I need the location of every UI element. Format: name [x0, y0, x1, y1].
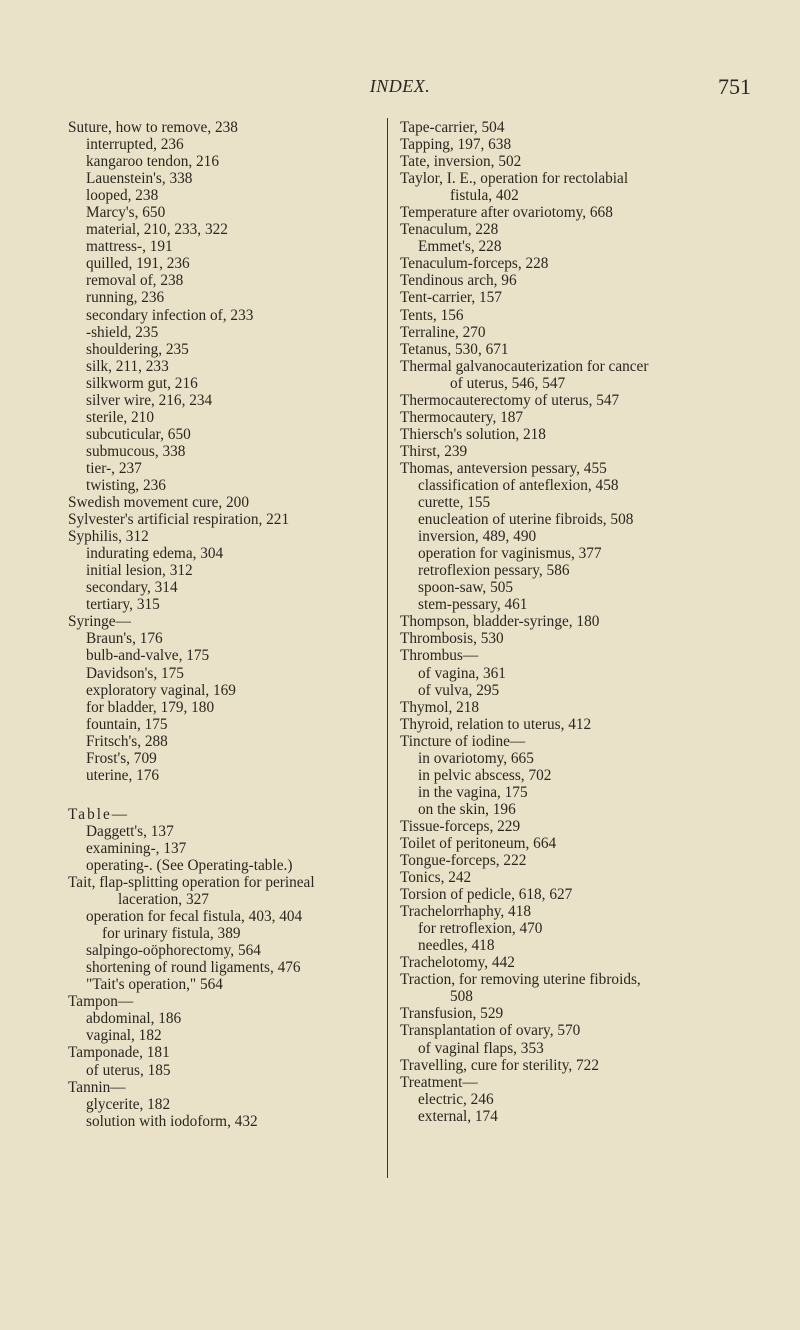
index-subentry: Emmet's, 228	[418, 238, 502, 256]
index-entry: Thrombosis, 530	[400, 630, 504, 648]
index-entry: Temperature after ovariotomy, 668	[400, 204, 613, 222]
page-title: INDEX.	[369, 76, 431, 96]
index-entry: Toilet of peritoneum, 664	[400, 834, 557, 852]
index-subentry: for bladder, 179, 180	[86, 698, 215, 716]
index-subentry: material, 210, 233, 322	[86, 221, 228, 239]
index-entry: Tampon—	[68, 993, 134, 1011]
index-entry: Terraline, 270	[400, 323, 486, 341]
index-subentry: shortening of round ligaments, 476	[86, 959, 301, 977]
index-entry: Transplantation of ovary, 570	[400, 1022, 581, 1040]
index-entry: Thirst, 239	[400, 442, 468, 460]
index-subentry: examining-, 137	[86, 839, 187, 857]
index-entry: Tenaculum, 228	[400, 221, 499, 239]
index-subentry: silver wire, 216, 234	[86, 391, 213, 409]
index-subentry: for urinary fistula, 389	[102, 925, 241, 943]
index-subentry: electric, 246	[418, 1090, 494, 1108]
index-entry: Thermal galvanocauterization for cancer	[400, 357, 649, 375]
index-subentry: interrupted, 236	[86, 136, 184, 154]
index-entry: Treatment—	[400, 1073, 478, 1091]
index-subentry: in pelvic abscess, 702	[418, 766, 552, 784]
index-column-right	[400, 119, 760, 1125]
index-subentry: uterine, 176	[86, 766, 160, 784]
index-subentry: silk, 211, 233	[86, 357, 169, 375]
index-entry: Suture, how to remove, 238	[68, 119, 238, 136]
index-subentry: subcuticular, 650	[86, 425, 191, 443]
index-subentry: operation for vaginismus, 377	[418, 545, 602, 563]
index-subentry: indurating edema, 304	[86, 545, 224, 563]
index-subentry: running, 236	[86, 289, 165, 307]
index-subentry: submucous, 338	[86, 442, 186, 460]
index-entry: Tincture of iodine—	[400, 732, 526, 750]
index-entry: Thrombus—	[400, 647, 479, 665]
index-entry: Trachelorrhaphy, 418	[400, 903, 531, 921]
index-entry: Tent-carrier, 157	[400, 289, 502, 307]
index-subentry: of uterus, 546, 547	[450, 374, 566, 392]
index-subentry: initial lesion, 312	[86, 562, 193, 580]
index-subentry: external, 174	[418, 1107, 498, 1125]
index-subentry: abdominal, 186	[86, 1010, 182, 1028]
index-entry: Tents, 156	[400, 306, 464, 324]
index-entry: Transfusion, 529	[400, 1005, 504, 1023]
index-subentry: on the skin, 196	[418, 800, 516, 818]
index-entry: Tait, flap-splitting operation for perineal	[68, 874, 315, 892]
index-subentry: looped, 238	[86, 187, 159, 205]
index-entry: Tate, inversion, 502	[400, 153, 522, 171]
index-subentry: enucleation of uterine fibroids, 508	[418, 511, 634, 529]
index-entry: Torsion of pedicle, 618, 627	[400, 886, 573, 904]
index-gap	[68, 784, 368, 806]
index-subentry: solution with iodoform, 432	[86, 1112, 258, 1130]
index-subentry: fistula, 402	[450, 187, 519, 205]
index-subentry: twisting, 236	[86, 476, 166, 494]
index-entry: Syringe—	[68, 613, 131, 631]
index-subentry: needles, 418	[418, 937, 495, 955]
index-subentry: Lauenstein's, 338	[86, 170, 193, 188]
index-entry: Thymol, 218	[400, 698, 480, 716]
index-entry: Thiersch's solution, 218	[400, 425, 546, 443]
index-column-left	[68, 119, 368, 1130]
index-entry: Tendinous arch, 96	[400, 272, 517, 290]
index-subentry: Davidson's, 175	[86, 664, 184, 682]
index-entry: Traction, for removing uterine fibroids,	[400, 971, 641, 989]
index-subentry: secondary, 314	[86, 579, 178, 597]
index-subentry: of vagina, 361	[418, 664, 506, 682]
index-entry: Table—	[68, 805, 130, 823]
index-entry: Travelling, cure for sterility, 722	[400, 1056, 599, 1074]
index-subentry: sterile, 210	[86, 408, 154, 426]
index-subentry: vaginal, 182	[86, 1027, 162, 1045]
index-entry: Sylvester's artificial respiration, 221	[68, 511, 290, 529]
index-subentry: exploratory vaginal, 169	[86, 681, 236, 699]
index-entry: Tissue-forceps, 229	[400, 817, 521, 835]
index-subentry: -shield, 235	[86, 323, 159, 341]
index-entry: Tamponade, 181	[68, 1044, 170, 1062]
index-subentry: 508	[450, 988, 473, 1006]
index-subentry: Fritsch's, 288	[86, 732, 168, 750]
index-subentry: tertiary, 315	[86, 596, 160, 614]
index-entry: Thermocauterectomy of uterus, 547	[400, 391, 620, 409]
index-subentry: Braun's, 176	[86, 630, 163, 648]
index-entry: Tannin—	[68, 1078, 126, 1096]
index-subentry: laceration, 327	[118, 891, 209, 909]
index-subentry: salpingo-oöphorectomy, 564	[86, 942, 261, 960]
index-entry: Syphilis, 312	[68, 528, 149, 546]
index-entry: Tape-carrier, 504	[400, 119, 505, 136]
index-subentry: kangaroo tendon, 216	[86, 153, 219, 171]
index-entry: Thermocautery, 187	[400, 408, 524, 426]
index-entry: Swedish movement cure, 200	[68, 494, 249, 512]
index-entry: Tongue-forceps, 222	[400, 852, 527, 870]
index-subentry: spoon-saw, 505	[418, 579, 514, 597]
index-subentry: for retroflexion, 470	[418, 920, 543, 938]
index-subentry: of vulva, 295	[418, 681, 500, 699]
index-entry: Taylor, I. E., operation for rectolabial	[400, 170, 629, 188]
index-subentry: in the vagina, 175	[418, 783, 528, 801]
index-subentry: bulb-and-valve, 175	[86, 647, 210, 665]
index-subentry: inversion, 489, 490	[418, 528, 537, 546]
index-subentry: removal of, 238	[86, 272, 184, 290]
index-subentry: "Tait's operation," 564	[86, 976, 223, 994]
column-divider	[387, 118, 388, 1178]
index-subentry: Marcy's, 650	[86, 204, 166, 222]
index-subentry: classification of anteflexion, 458	[418, 476, 619, 494]
index-subentry: of vaginal flaps, 353	[418, 1039, 544, 1057]
index-subentry: quilled, 191, 236	[86, 255, 190, 273]
index-entry: Tonics, 242	[400, 869, 472, 887]
index-entry: Tapping, 197, 638	[400, 136, 512, 154]
page-number: 751	[718, 74, 751, 99]
index-subentry: mattress-, 191	[86, 238, 173, 256]
index-subentry: in ovariotomy, 665	[418, 749, 534, 767]
index-subentry: retroflexion pessary, 586	[418, 562, 570, 580]
index-entry: Trachelotomy, 442	[400, 954, 515, 972]
index-entry: Tenaculum-forceps, 228	[400, 255, 549, 273]
index-subentry: of uterus, 185	[86, 1061, 171, 1079]
index-subentry: curette, 155	[418, 494, 491, 512]
index-subentry: stem-pessary, 461	[418, 596, 528, 614]
index-subentry: tier-, 237	[86, 459, 142, 477]
index-subentry: fountain, 175	[86, 715, 168, 733]
index-subentry: secondary infection of, 233	[86, 306, 254, 324]
index-subentry: operating-. (See Operating-table.)	[86, 856, 293, 874]
index-entry: Tetanus, 530, 671	[400, 340, 509, 358]
index-entry: Thomas, anteversion pessary, 455	[400, 459, 607, 477]
index-subentry: glycerite, 182	[86, 1095, 171, 1113]
index-subentry: operation for fecal fistula, 403, 404	[86, 908, 303, 926]
index-entry: Thyroid, relation to uterus, 412	[400, 715, 592, 733]
index-subentry: silkworm gut, 216	[86, 374, 198, 392]
index-subentry: Daggett's, 137	[86, 822, 174, 840]
index-subentry: Frost's, 709	[86, 749, 157, 767]
index-entry: Thompson, bladder-syringe, 180	[400, 613, 600, 631]
index-subentry: shouldering, 235	[86, 340, 189, 358]
